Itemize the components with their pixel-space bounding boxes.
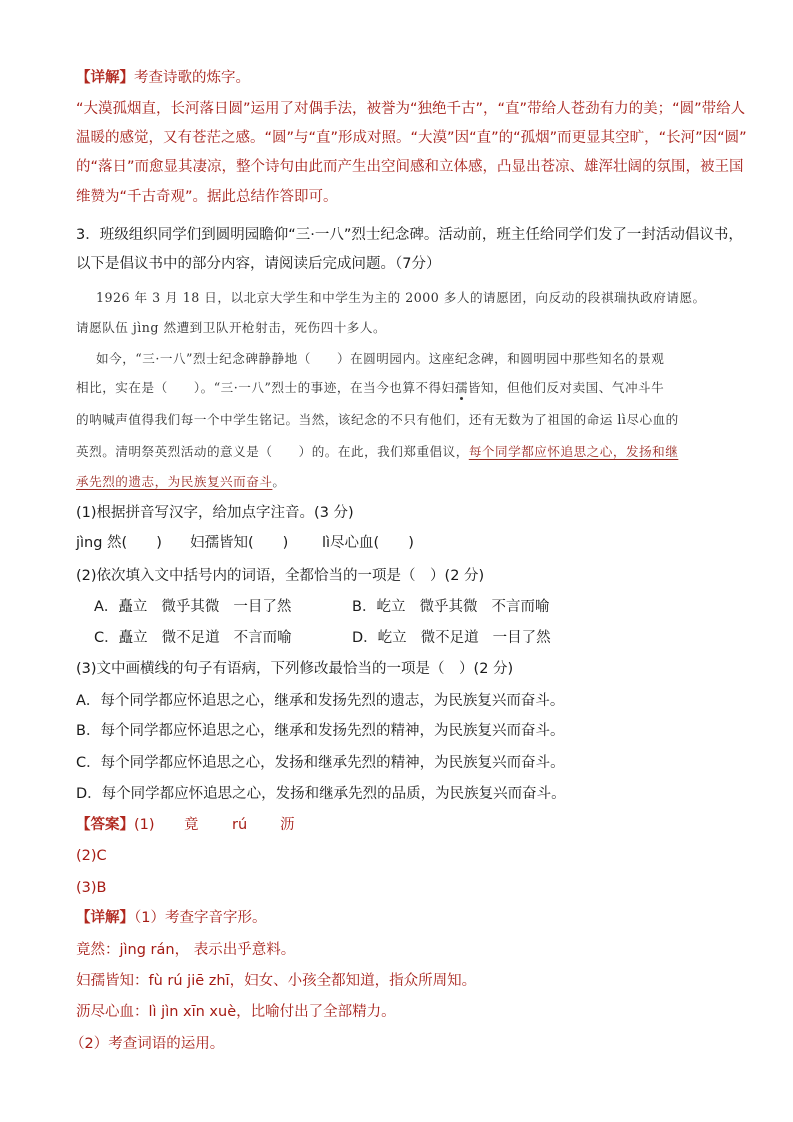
option-word: 屹立 bbox=[377, 630, 407, 646]
detail-line: （2）考查词语的运用。 bbox=[70, 1036, 225, 1052]
detail-tag: 【详解】 bbox=[76, 70, 134, 86]
passage-line bbox=[76, 472, 726, 492]
detail-line: 温暖的感觉，又有苍茫之感。“圆”与“直”形成对照。“大漠”因“直”的“孤烟”而更显其空旷，“长河”因“圆” bbox=[76, 130, 747, 146]
answer-line: (3)B bbox=[76, 880, 107, 896]
passage-line: 如今，“三·一八”烈士纪念碑静静地（ ）在圆明园内。这座纪念碑，和圆明园中那些知名的景观 bbox=[96, 351, 665, 366]
question-stem-line: 以下是倡议书中的部分内容，请阅读后完成问题。（7分） bbox=[76, 256, 441, 272]
option-line: A．每个同学都应怀追思之心，继承和发扬先烈的遗志，为民族复兴而奋斗。 bbox=[76, 693, 565, 709]
option-d bbox=[352, 628, 551, 648]
subquestion-prompt: (1)根据拼音写汉字，给加点字注音。(3 分) bbox=[76, 505, 354, 521]
passage-line bbox=[76, 378, 726, 398]
option-row bbox=[94, 597, 744, 617]
option-word: 微不足道 bbox=[161, 630, 220, 646]
option-label: B． bbox=[352, 599, 377, 615]
pinyin-item: 妇孺皆知( ) bbox=[190, 535, 289, 551]
passage-line bbox=[76, 442, 726, 462]
option-word: 一目了然 bbox=[492, 630, 551, 646]
detail-line: 的“落日”而愈显其凄凉，整个诗句由此而产生出空间感和立体感，凸显出苍凉、雄浑壮阔的氛围，被王国 bbox=[76, 159, 744, 175]
passage-text: 相比，实在是（ ）。“三·一八”烈士的事迹，在当今也算不得妇 bbox=[76, 380, 455, 395]
detail-line: 维赞为“千古奇观”。据此总结作答即可。 bbox=[76, 189, 338, 205]
option-word: 微不足道 bbox=[420, 630, 479, 646]
option-line: D．每个同学都应怀追思之心，发扬和继承先烈的品质，为民族复兴而奋斗。 bbox=[76, 786, 566, 802]
underlined-sentence: 承先烈的遗志，为民族复兴而奋斗 bbox=[76, 474, 273, 489]
option-line: B．每个同学都应怀追思之心，继承和发扬先烈的精神，为民族复兴而奋斗。 bbox=[76, 723, 565, 739]
passage-line: 的呐喊声值得我们每一个中学生铭记。当然，该纪念的不只有他们，还有无数为了祖国的命运 lì尽心血的 bbox=[76, 412, 679, 427]
detail-heading-text: （1）考查字音字形。 bbox=[134, 910, 267, 926]
detail-line: 妇孺皆知：fù rú jiē zhī，妇女、小孩全都知道，指众所周知。 bbox=[76, 973, 477, 989]
dotted-character: 孺 bbox=[454, 380, 468, 395]
option-word: 微乎其微 bbox=[161, 599, 220, 615]
option-label: C． bbox=[94, 630, 119, 646]
pinyin-item: jìng 然( ) bbox=[76, 535, 162, 551]
option-word: 一目了然 bbox=[233, 599, 292, 615]
question-stem-line: 3．班级组织同学们到圆明园瞻仰“三·一八”烈士纪念碑。活动前，班主任给同学们发了一封活动倡议书， bbox=[76, 227, 743, 243]
option-word: 微乎其微 bbox=[419, 599, 478, 615]
passage-text: 。 bbox=[272, 474, 286, 489]
option-word: 矗立 bbox=[118, 599, 148, 615]
subquestion-prompt: (2)依次填入文中括号内的词语，全都恰当的一项是（ ）(2 分) bbox=[76, 568, 485, 584]
passage-line: 1926 年 3 月 18 日，以北京大学生和中学生为主的 2000 多人的请愿团，向反动的段祺瑞执政府请愿。 bbox=[96, 290, 706, 305]
detail-tag: 【详解】 bbox=[76, 910, 134, 926]
option-line: C．每个同学都应怀追思之心，发扬和继承先烈的精神，为民族复兴而奋斗。 bbox=[76, 755, 565, 771]
detail-heading-text: 考查诗歌的炼字。 bbox=[134, 70, 250, 86]
passage-text: 皆知，但他们反对卖国、气冲斗牛 bbox=[467, 380, 665, 395]
option-word: 矗立 bbox=[118, 630, 148, 646]
answer-tag: 【答案】 bbox=[76, 817, 134, 833]
passage-text: 英烈。清明祭英烈活动的意义是（ ）的。在此，我们郑重倡议， bbox=[76, 444, 469, 459]
detail-heading bbox=[76, 68, 726, 88]
answer-line: (2)C bbox=[76, 848, 107, 864]
option-word: 屹立 bbox=[376, 599, 406, 615]
passage-line: 请愿队伍 jìng 然遭到卫队开枪射击，死伤四十多人。 bbox=[76, 320, 387, 335]
option-b bbox=[352, 597, 549, 617]
option-word: 不言而喻 bbox=[491, 599, 550, 615]
option-label: D． bbox=[352, 630, 378, 646]
answer-item: 竟 bbox=[184, 817, 199, 833]
answer-label: (1) bbox=[134, 817, 155, 833]
pinyin-items bbox=[76, 533, 726, 553]
answer-line bbox=[76, 815, 726, 835]
detail-line: 竟然：jìng rán， 表示出乎意料。 bbox=[76, 942, 296, 958]
detail-heading bbox=[76, 908, 726, 928]
option-a bbox=[94, 597, 352, 617]
answer-item: 沥 bbox=[280, 817, 295, 833]
option-row bbox=[94, 628, 744, 648]
underlined-sentence: 每个同学都应怀追思之心，发扬和继 bbox=[468, 444, 679, 459]
option-label: A． bbox=[94, 599, 119, 615]
detail-line: 沥尽心血：lì jìn xīn xuè，比喻付出了全部精力。 bbox=[76, 1004, 396, 1020]
pinyin-item: lì尽心血( ) bbox=[322, 535, 414, 551]
subquestion-prompt: (3)文中画横线的句子有语病，下列修改最恰当的一项是（ ）(2 分) bbox=[76, 661, 514, 677]
answer-item: rú bbox=[232, 817, 248, 833]
option-word: 不言而喻 bbox=[233, 630, 292, 646]
option-c bbox=[94, 628, 352, 648]
detail-line: “大漠孤烟直，长河落日圆”运用了对偶手法，被誉为“独绝千古”，“直”带给人苍劲有力的美；“圆”带给人 bbox=[76, 101, 746, 117]
